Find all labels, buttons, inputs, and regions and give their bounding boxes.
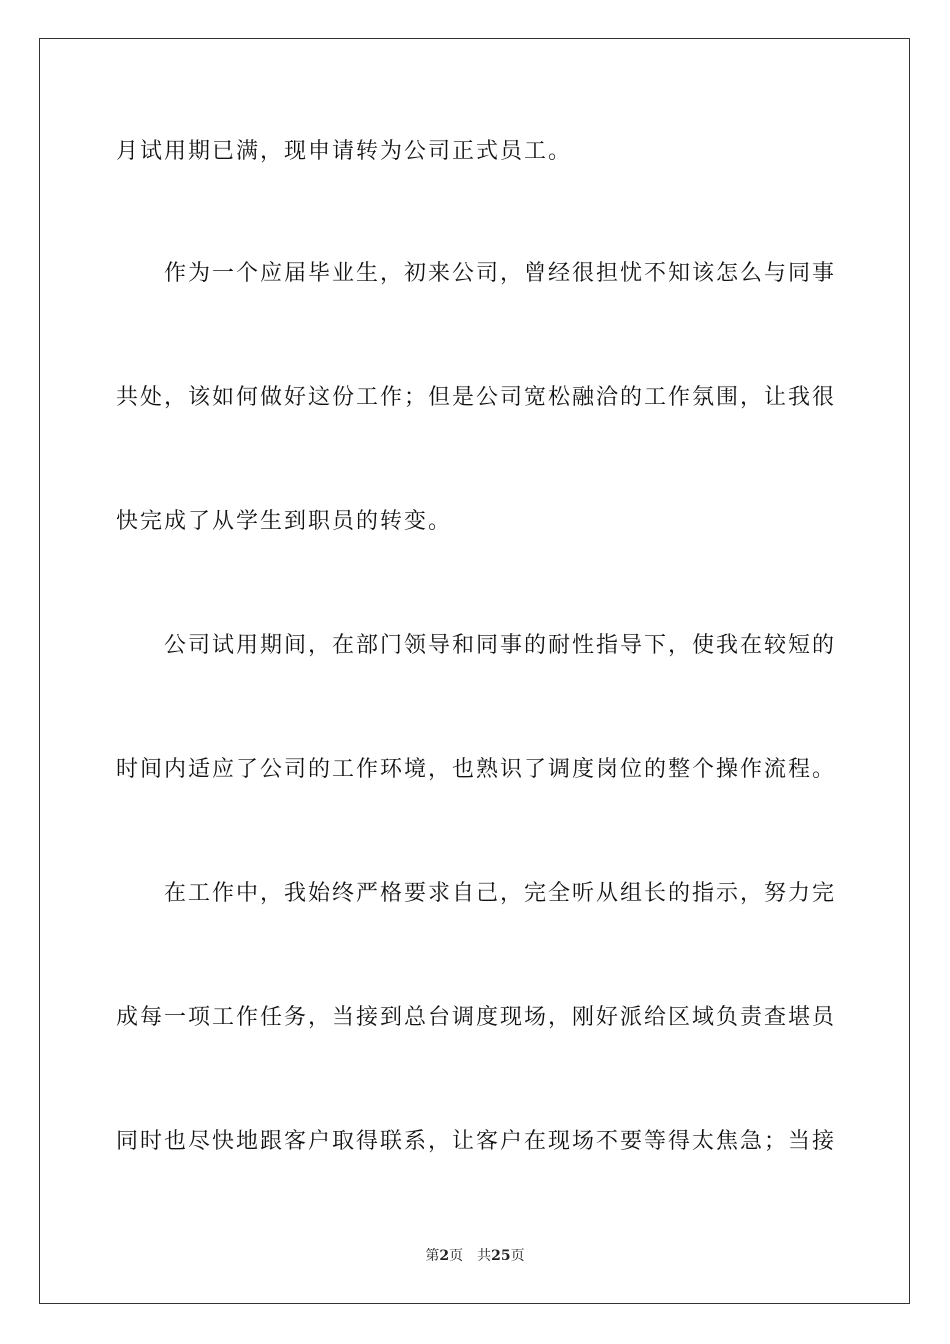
body-text-line: 共处，该如何做好这份工作；但是公司宽松融洽的工作氛围，让我很 — [116, 385, 837, 410]
body-text-line: 公司试用期间，在部门领导和同事的耐性指导下，使我在较短的 — [164, 633, 837, 658]
body-text-line: 时间内适应了公司的工作环境，也熟识了调度岗位的整个操作流程。 — [116, 757, 837, 782]
page-label-suffix: 页 — [449, 1248, 464, 1264]
page-frame — [39, 38, 910, 1304]
total-label-suffix: 页 — [510, 1248, 525, 1264]
body-text-line: 月试用期已满，现申请转为公司正式员工。 — [116, 139, 573, 164]
body-text-line: 快完成了从学生到职员的转变。 — [116, 509, 453, 534]
page-footer — [0, 1246, 950, 1266]
body-text-line: 成每一项工作任务，当接到总台调度现场，刚好派给区域负责查堪员 — [116, 1005, 837, 1030]
page-number: 2 — [439, 1248, 450, 1264]
total-label-prefix: 共 — [477, 1248, 492, 1264]
body-text-line: 同时也尽快地跟客户取得联系，让客户在现场不要等得太焦急；当接 — [116, 1129, 837, 1154]
page-label-prefix: 第 — [425, 1248, 440, 1264]
body-text-line: 作为一个应届毕业生，初来公司，曾经很担忧不知该怎么与同事 — [164, 261, 837, 286]
body-text-line: 在工作中，我始终严格要求自己，完全听从组长的指示，努力完 — [164, 881, 837, 906]
total-pages: 25 — [491, 1248, 511, 1264]
